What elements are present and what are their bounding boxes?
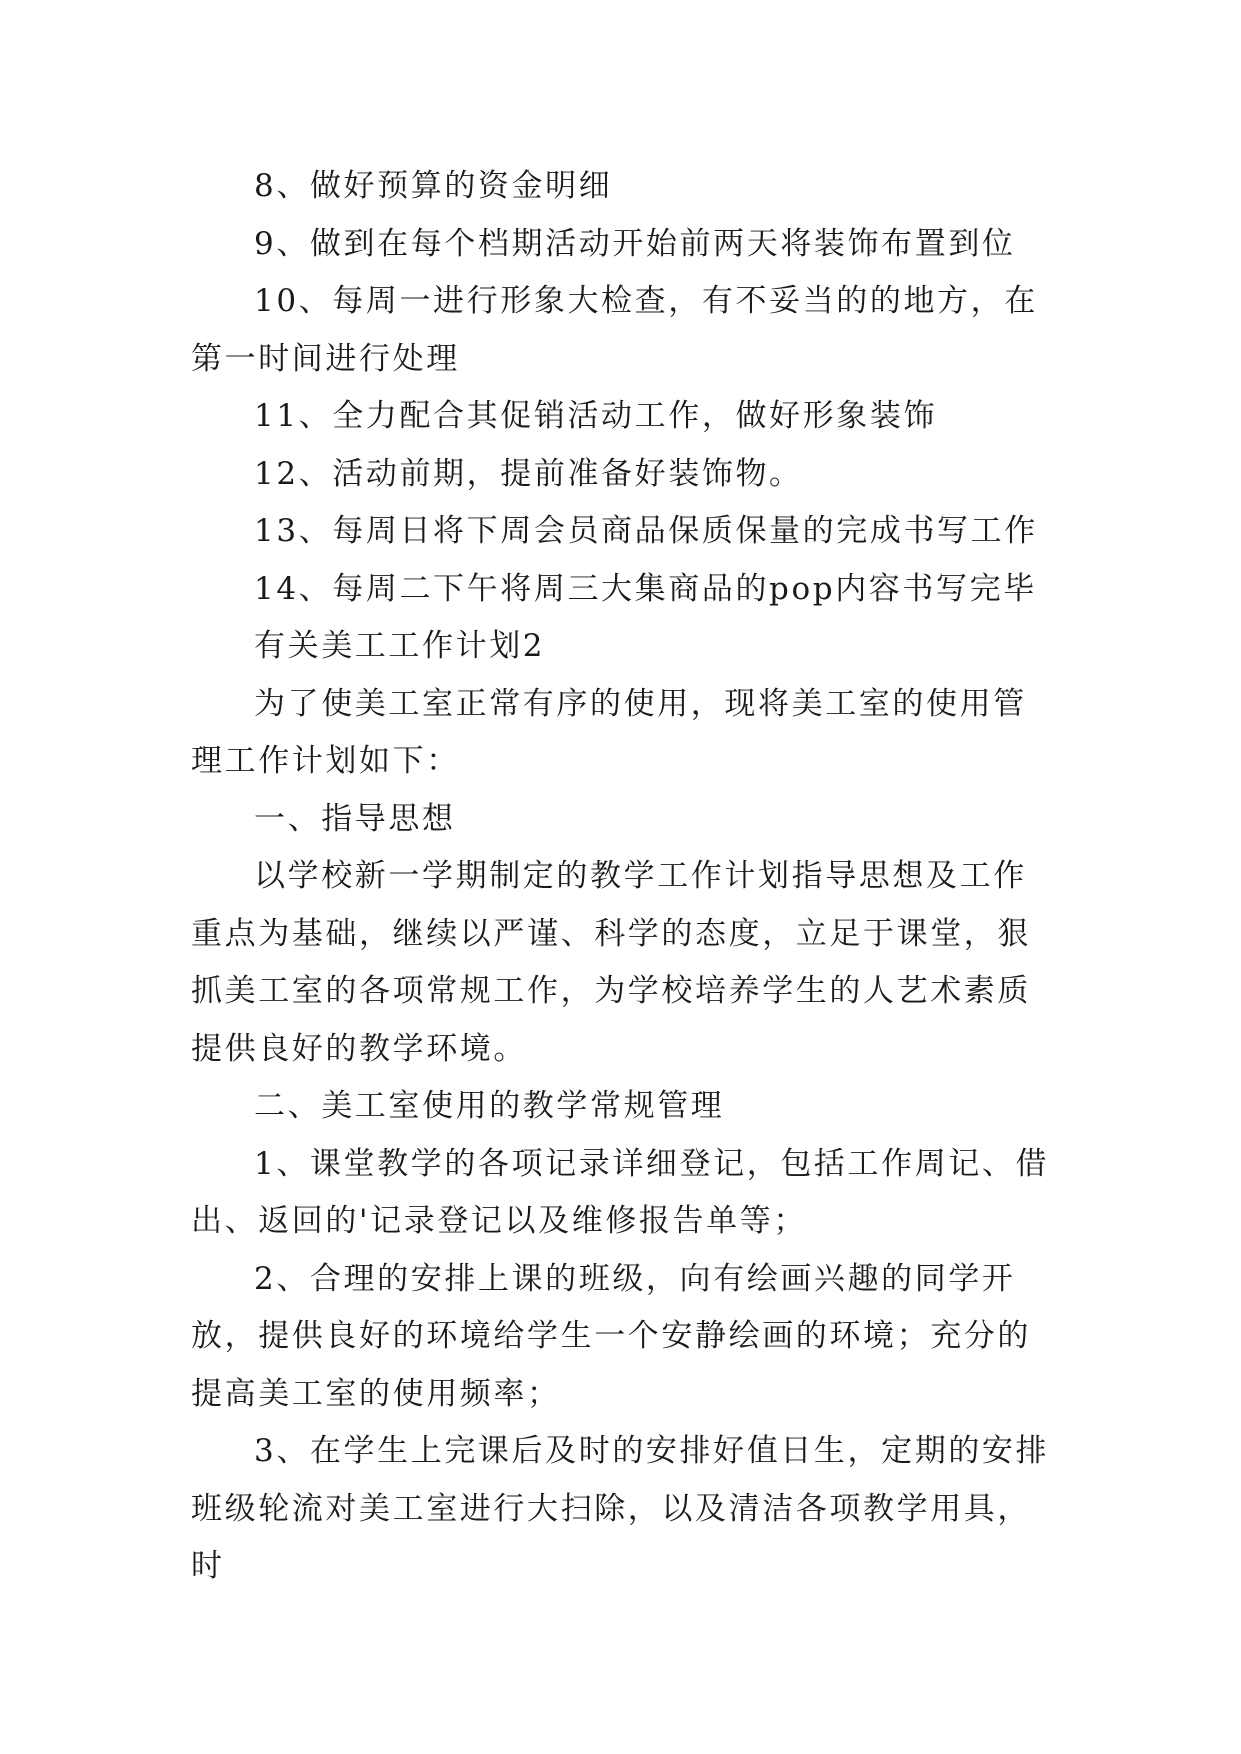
paragraph-item-9: 9、做到在每个档期活动开始前两天将装饰布置到位	[254, 225, 1016, 262]
management-item-2: 2、合理的安排上课的班级，向有绘画兴趣的同学开放，提供良好的环境给学生一个安静绘画的环境；充分的提高美工室的使用频率；	[191, 1260, 1031, 1412]
heading-guiding-ideology: 一、指导思想	[254, 800, 456, 837]
paragraph-item-12: 12、活动前期，提前准备好装饰物。	[254, 455, 803, 492]
document-body	[191, 158, 1051, 1596]
paragraph-item-13: 13、每周日将下周会员商品保质保量的完成书写工作	[254, 513, 1038, 549]
guiding-ideology-paragraph: 以学校新一学期制定的教学工作计划指导思想及工作重点为基础，继续以严谨、科学的态度，立足于课堂，狠抓美工室的各项常规工作，为学校培养学生的人艺术素质提供良好的教学环境。	[191, 858, 1031, 1067]
section-title: 有关美工工作计划2	[254, 628, 546, 664]
paragraph-item-14: 14、每周二下午将周三大集商品的pop内容书写完毕	[254, 570, 1037, 607]
management-item-1: 1、课堂教学的各项记录详细登记，包括工作周记、借出、返回的'记录登记以及维修报告单等；	[191, 1145, 1050, 1239]
intro-paragraph: 为了使美工室正常有序的使用，现将美工室的使用管理工作计划如下：	[191, 685, 1027, 779]
heading-teaching-management: 二、美工室使用的教学常规管理	[254, 1088, 725, 1124]
management-item-3: 3、在学生上完课后及时的安排好值日生，定期的安排班级轮流对美工室进行大扫除，以及清洁各项教学用具，时	[191, 1433, 1050, 1584]
paragraph-item-11: 11、全力配合其促销活动工作，做好形象装饰	[254, 398, 938, 434]
paragraph-item-10: 10、每周一进行形象大检查，有不妥当的的地方，在第一时间进行处理	[191, 283, 1038, 377]
paragraph-item-8: 8、做好预算的资金明细	[254, 168, 613, 204]
